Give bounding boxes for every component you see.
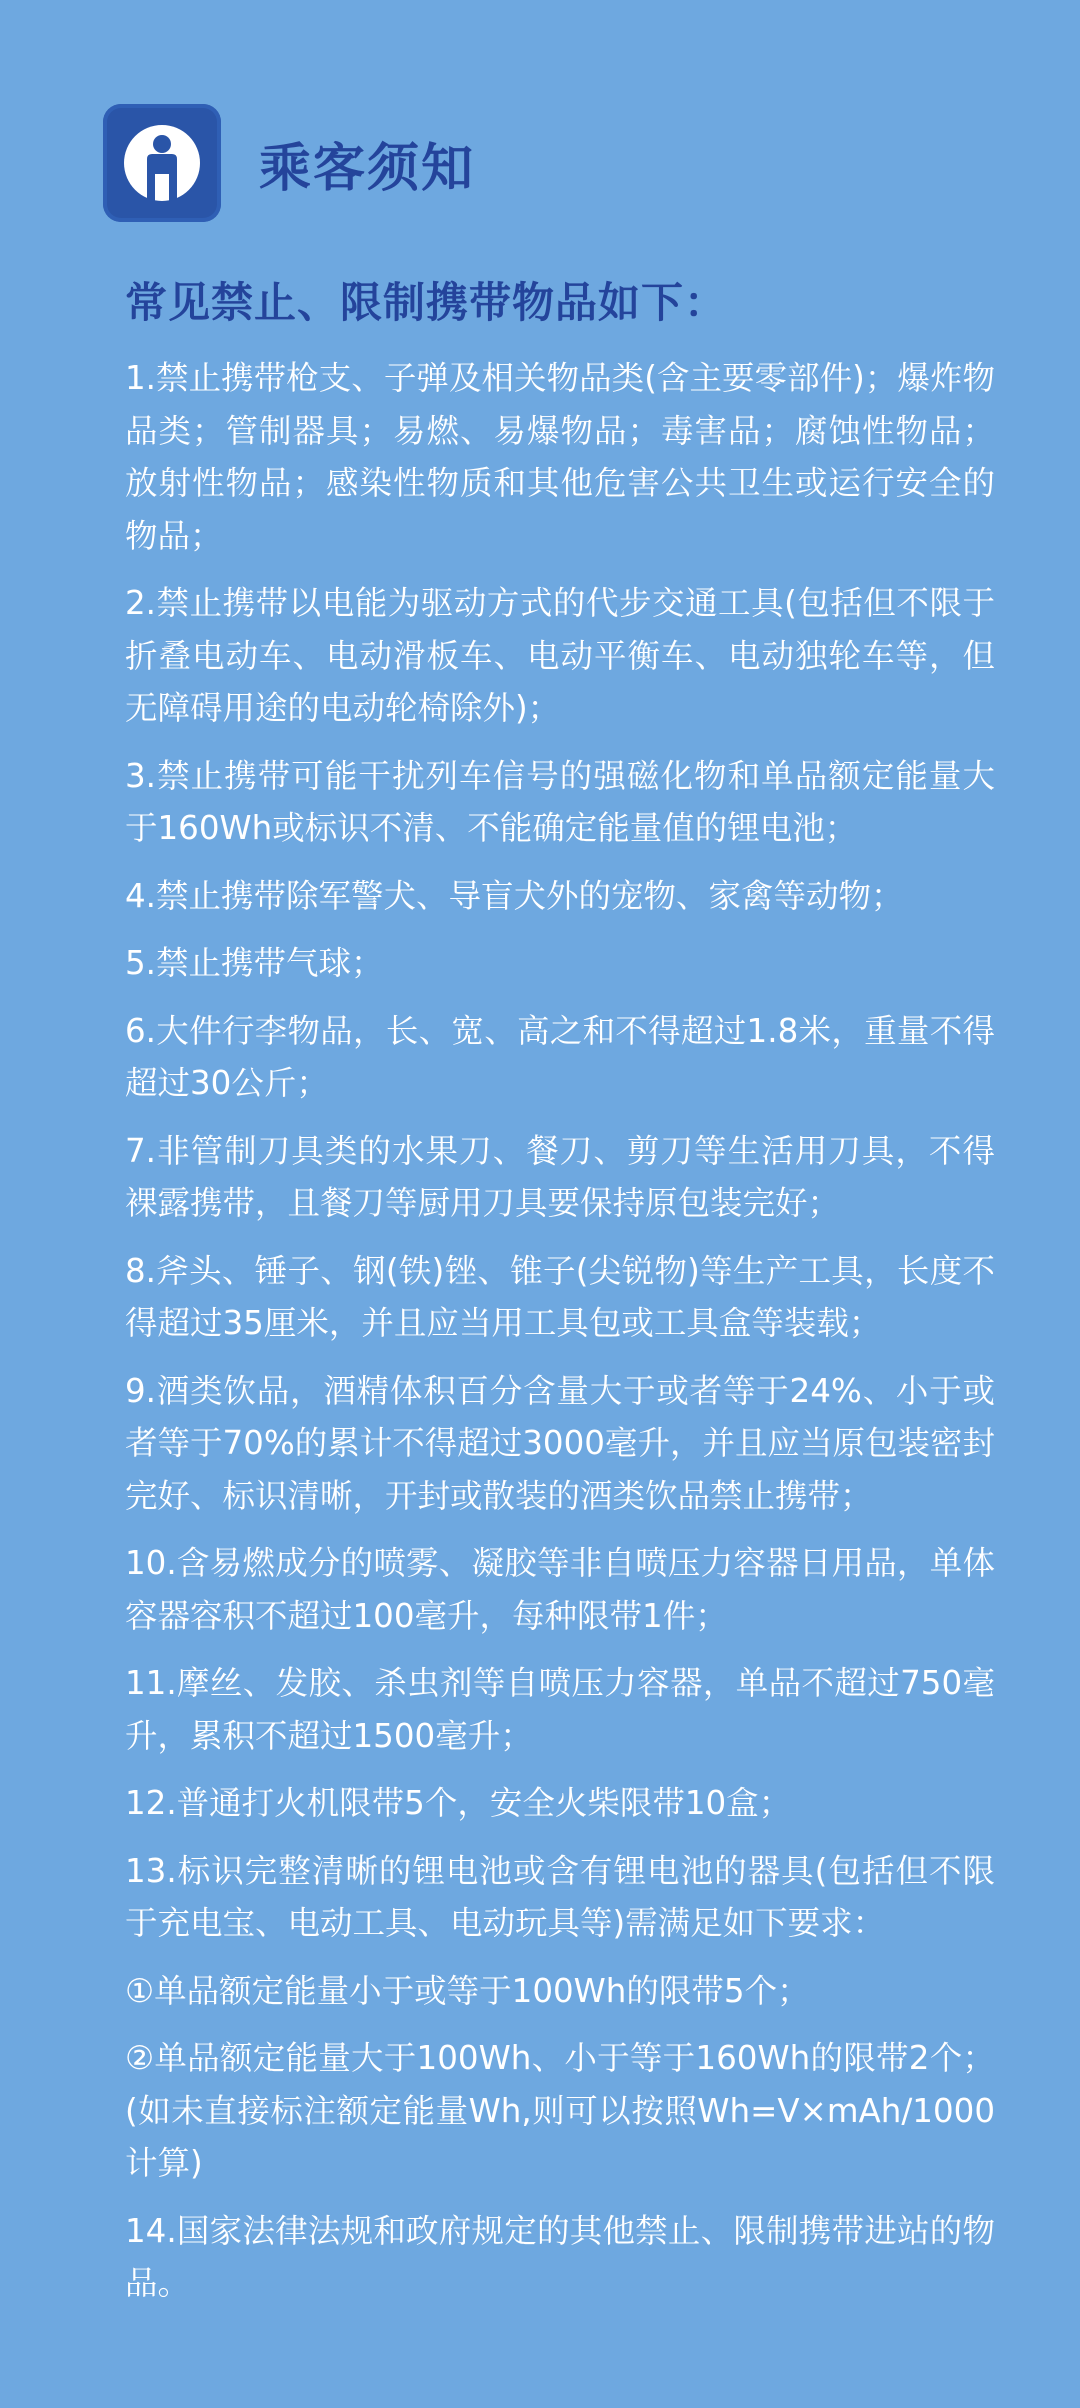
list-item: ①单品额定能量小于或等于100Wh的限带5个； [125,1971,810,2010]
person-icon [103,104,221,222]
list-item: 11.摩丝、发胶、杀虫剂等自喷压力容器，单品不超过750毫升，累积不超过1500毫升； [125,1664,995,1755]
list-item: 2.禁止携带以电能为驱动方式的代步交通工具(包括但不限于折叠电动车、电动滑板车、电动平衡车、电动独轮车等，但无障碍用途的电动轮椅除外)； [125,584,995,727]
list-item: 13.标识完整清晰的锂电池或含有锂电池的器具(包括但不限于充电宝、电动工具、电动玩具等)需满足如下要求： [125,1851,995,1942]
list-item: 1.禁止携带枪支、子弹及相关物品类(含主要零部件)；爆炸物品类；管制器具；易燃、易爆物品；毒害品；腐蚀性物品；放射性物品；感染性物质和其他危害公共卫生或运行安全的物品； [125,359,995,555]
list-item: ②单品额定能量大于100Wh、小于等于160Wh的限带2个；(如未直接标注额定能量Wh,则可以按照Wh=V×mAh/1000计算) [125,2039,995,2182]
header [103,103,475,223]
list-item: 3.禁止携带可能干扰列车信号的强磁化物和单品额定能量大于160Wh或标识不清、不能确定能量值的锂电池； [125,756,995,847]
list-item: 10.含易燃成分的喷雾、凝胶等非自喷压力容器日用品，单体容器容积不超过100毫升，每种限带1件； [125,1544,995,1635]
section-heading: 常见禁止、限制携带物品如下： [125,278,728,327]
page-title: 乘客须知 [259,138,476,199]
list-item: 5.禁止携带气球； [125,944,384,982]
list-item: 7.非管制刀具类的水果刀、餐刀、剪刀等生活用刀具，不得裸露携带，且餐刀等厨用刀具要保持原包装完好； [125,1131,995,1222]
list-item: 6.大件行李物品，长、宽、高之和不得超过1.8米，重量不得超过30公斤； [125,1011,995,1102]
rules-list [125,352,995,2325]
list-item: 9.酒类饮品，酒精体积百分含量大于或者等于24%、小于或者等于70%的累计不得超过3000毫升，并且应当原包装密封完好、标识清晰，开封或散装的酒类饮品禁止携带； [125,1371,995,1515]
list-item: 12.普通打火机限带5个，安全火柴限带10盒； [125,1784,792,1822]
list-item: 4.禁止携带除军警犬、导盲犬外的宠物、家禽等动物； [125,876,904,915]
list-item: 8.斧头、锤子、钢(铁)锉、锥子(尖锐物)等生产工具，长度不得超过35厘米，并且应当用工具包或工具盒等装载； [125,1251,995,1342]
list-item: 14.国家法律法规和政府规定的其他禁止、限制携带进站的物品。 [125,2211,995,2302]
